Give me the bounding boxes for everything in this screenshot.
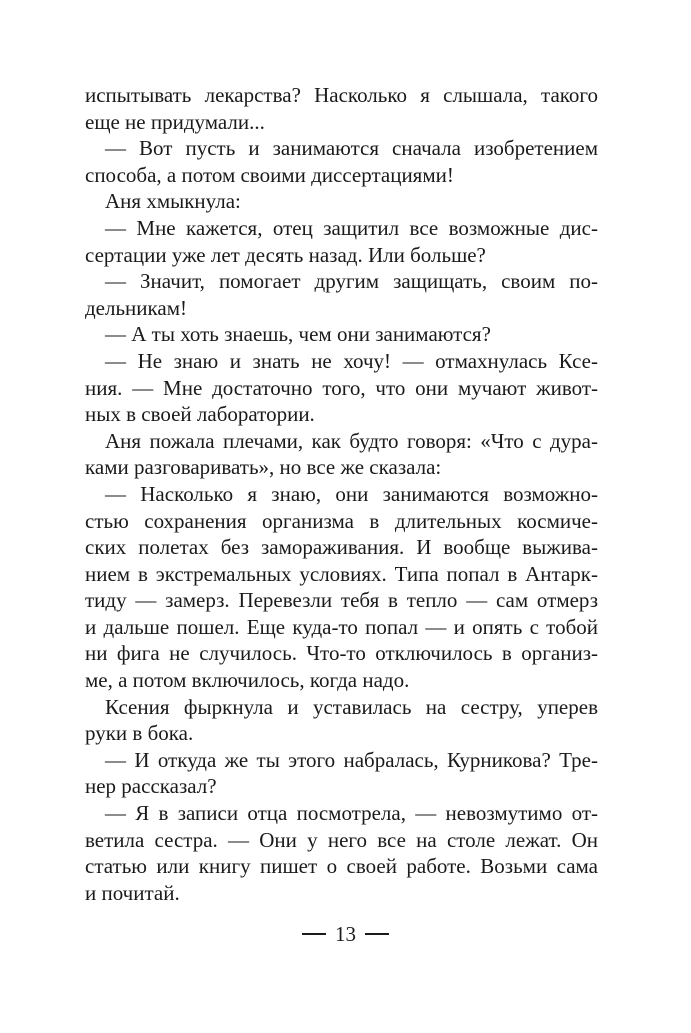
text-line: Аня пожала плечами, как будто говоря: «Что с дура- <box>105 428 598 453</box>
text-line: ветила сестра. — Они у него все на столе лежат. Он <box>85 827 598 852</box>
text-line: — А ты хоть знаешь, чем они занимаются? <box>105 322 491 347</box>
text-line: руки в бока. <box>85 721 194 746</box>
text-line: Аня хмыкнула: <box>105 189 241 214</box>
text-line: ских полетах без замораживания. И вообще выжива- <box>85 535 598 560</box>
page-number-footer <box>0 920 691 948</box>
text-line: ных в своей лаборатории. <box>85 402 315 427</box>
text-line: испытывать лекарства? Насколько я слышала, такого <box>85 83 598 107</box>
text-line: сертации уже лет десять назад. Или больше? <box>85 242 486 267</box>
page-number: 13 <box>335 922 356 946</box>
text-line: нер рассказал? <box>85 774 217 799</box>
text-line: ни фига не случилось. Что-то отключилось в организ- <box>85 641 598 666</box>
text-line: нием в экстремальных условиях. Типа попал в Антарк- <box>85 561 598 586</box>
text-line: — Не знаю и знать не хочу! — отмахнулась Ксе- <box>105 348 598 373</box>
text-line: и дальше пошел. Еще куда-то попал — и опять с тобой <box>85 614 598 639</box>
text-line: и почитай. <box>85 880 180 905</box>
text-line: ния. — Мне достаточно того, что они мучают живот- <box>85 375 598 400</box>
book-page-text <box>85 82 598 906</box>
text-line: ками разговаривать», но все же сказала: <box>85 455 442 480</box>
text-line: еще не придумали... <box>85 109 265 134</box>
text-line: способа, а потом своими диссертациями! <box>85 162 454 187</box>
text-line: — Насколько я знаю, они занимаются возможно- <box>105 481 598 506</box>
text-line: ме, а потом включилось, когда надо. <box>85 668 410 693</box>
text-line: Ксения фыркнула и уставилась на сестру, уперев <box>105 694 598 719</box>
text-line: — Вот пусть и занимаются сначала изобретением <box>105 136 598 161</box>
folio-dash-left <box>302 933 326 935</box>
text-line: — И откуда же ты этого набралась, Курникова? Тре- <box>105 747 598 772</box>
text-line: дельникам! <box>85 295 188 320</box>
text-line: — Значит, помогает другим защищать, своим по- <box>105 269 598 294</box>
text-line: — Мне кажется, отец защитил все возможные дис- <box>105 215 598 240</box>
folio-dash-right <box>365 933 389 935</box>
text-line: статью или книгу пишет о своей работе. Возьми сама <box>85 854 598 879</box>
text-line: — Я в записи отца посмотрела, — невозмутимо от- <box>105 801 598 826</box>
text-line: стью сохранения организма в длительных космиче- <box>85 508 598 533</box>
text-line: тиду — замерз. Перевезли тебя в тепло — сам отмерз <box>85 588 598 613</box>
